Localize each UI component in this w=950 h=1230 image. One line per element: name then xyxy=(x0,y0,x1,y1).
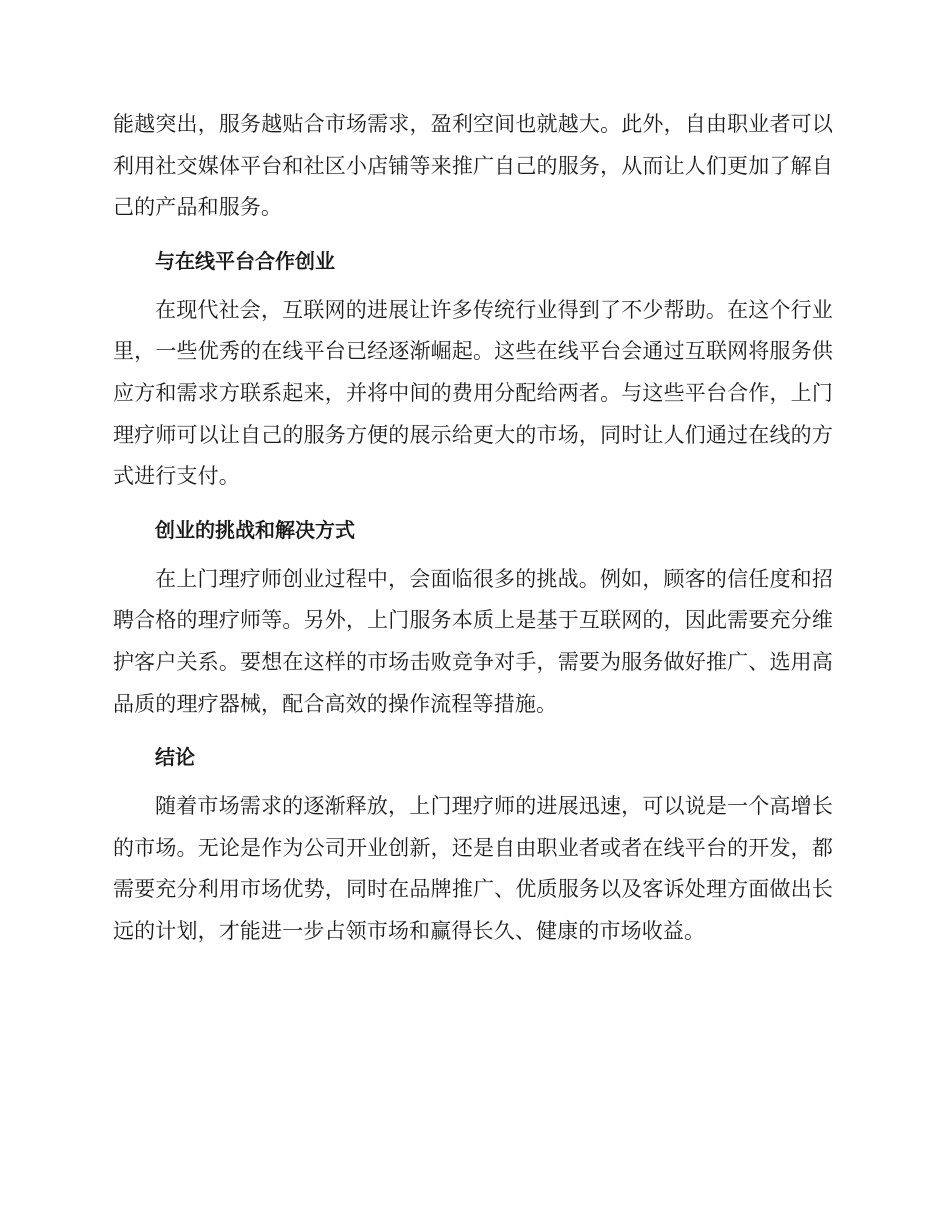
section-paragraph-online-platform: 在现代社会，互联网的进展让许多传统行业得到了不少帮助。在这个行业里，一些优秀的在线平台已经逐渐崛起。这些在线平台会通过互联网将服务供应方和需求方联系起来，并将中间的费用分配给两者。与这些平台合作，上门理疗师可以让自己的服务方便的展示给更大的市场，同时让人们通过在线的方式进行支付。 xyxy=(113,297,833,489)
section-heading-challenges: 创业的挑战和解决方式 xyxy=(155,517,355,542)
section-paragraph-challenges: 在上门理疗师创业过程中，会面临很多的挑战。例如，顾客的信任度和招聘合格的理疗师等。另外，上门服务本质上是基于互联网的，因此需要充分维护客户关系。要想在这样的市场击败竞争对手，需要为服务做好推广、选用高品质的理疗器械，配合高效的操作流程等措施。 xyxy=(113,566,833,716)
section-heading-conclusion: 结论 xyxy=(155,745,195,770)
intro-paragraph: 能越突出，服务越贴合市场需求，盈利空间也就越大。此外，自由职业者可以利用社交媒体平台和社区小店铺等来推广自己的服务，从而让人们更加了解自己的产品和服务。 xyxy=(113,112,833,220)
document-page xyxy=(113,104,833,953)
section-paragraph-conclusion: 随着市场需求的逐渐释放，上门理疗师的进展迅速，可以说是一个高增长的市场。无论是作为公司开业创新，还是自由职业者或者在线平台的开发，都需要充分利用市场优势，同时在品牌推广、优质服务以及客诉处理方面做出长远的计划，才能进一步占领市场和赢得长久、健康的市场收益。 xyxy=(113,794,833,943)
section-heading-online-platform: 与在线平台合作创业 xyxy=(155,248,335,273)
